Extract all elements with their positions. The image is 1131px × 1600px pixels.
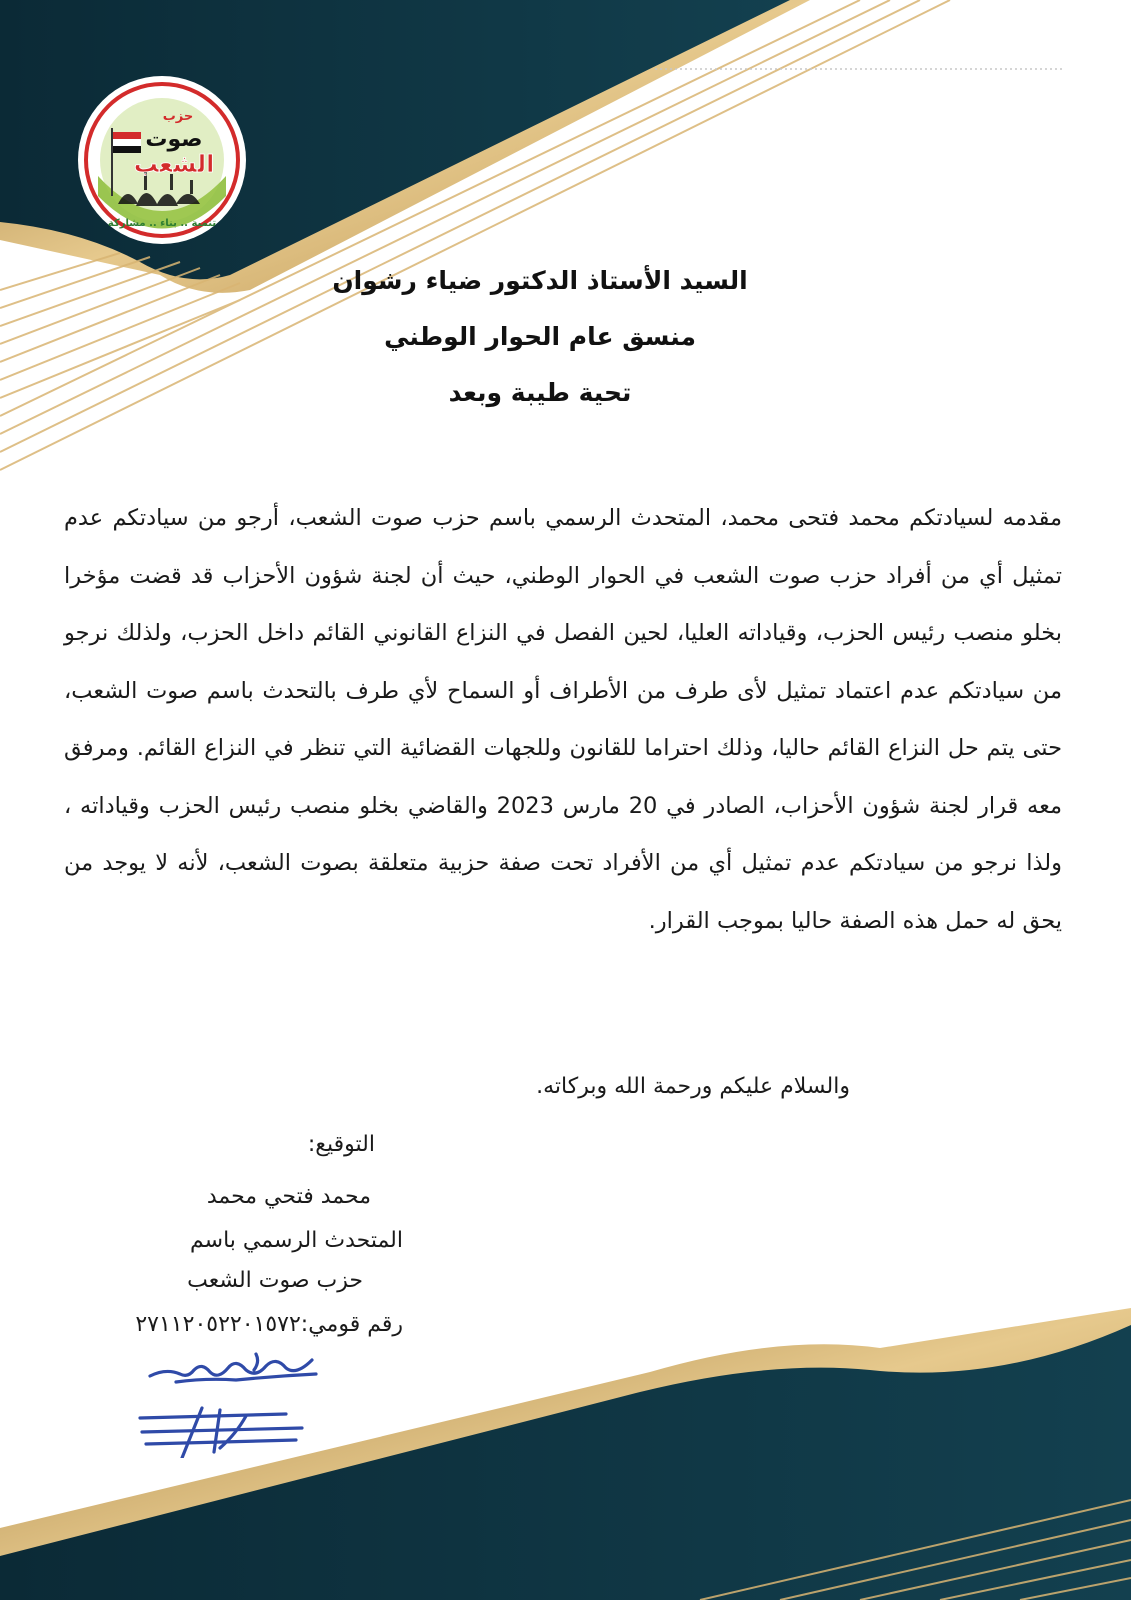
- logo-party-label: حزب: [162, 109, 194, 124]
- recipient-name: السيد الأستاذ الدكتور ضياء رشوان: [332, 266, 748, 295]
- party-logo: [78, 76, 246, 244]
- logo-name-line2: الشعب: [133, 150, 215, 178]
- letter-body: مقدمه لسيادتكم محمد فتحى محمد، المتحدث الرسمي باسم حزب صوت الشعب، أرجو من سيادتكم عدم تمثيل أي من أفراد حزب صوت الشعب في الحوار الوطني، حيث أن لجنة شؤون الأحزاب قد قضت مؤخرا بخلو منصب رئيس الحزب، وقياداته العليا، لحين الفصل في النزاع القانوني القائم داخل الحزب، ولذلك نرجو من سيادتكم عدم اعتماد تمثيل لأى طرف من الأطراف أو السماح لأي طرف بالتحدث باسم صوت الشعب، حتى يتم حل النزاع القائم حاليا، وذلك احتراما للقانون وللجهات القضائية التي تنظر في النزاع القائم. ومرفق معه قرار لجنة شؤون الأحزاب، الصادر في 20 مارس 2023 والقاضي بخلو منصب رئيس الحزب وقياداته ، ولذا نرجو من سيادتكم عدم تمثيل أي من الأفراد تحت صفة حزبية متعلقة بصوت الشعب، لأنه لا يوجد من يحق له حمل هذه الصفة حاليا بموجب القرار.: [64, 505, 1062, 934]
- closing-salutation: والسلام عليكم ورحمة الله وبركاته.: [536, 1074, 850, 1099]
- signer-title-line2: حزب صوت الشعب: [187, 1268, 363, 1293]
- handwritten-signature: [136, 1348, 336, 1458]
- greeting: تحية طيبة وبعد: [448, 378, 632, 407]
- logo-motto: تنمية .. بناء .. مشاركة: [107, 218, 217, 229]
- signer-name: محمد فتحي محمد: [206, 1184, 371, 1209]
- signer-title-line1: المتحدث الرسمي باسم: [190, 1228, 403, 1253]
- recipient-title: منسق عام الحوار الوطني: [384, 322, 696, 351]
- logo-name-line1: صوت: [145, 127, 203, 152]
- national-id: رقم قومي:٢٧١١٢٠٥٢٢٠١٥٧٢: [135, 1312, 403, 1337]
- signature-label: التوقيع:: [307, 1132, 375, 1157]
